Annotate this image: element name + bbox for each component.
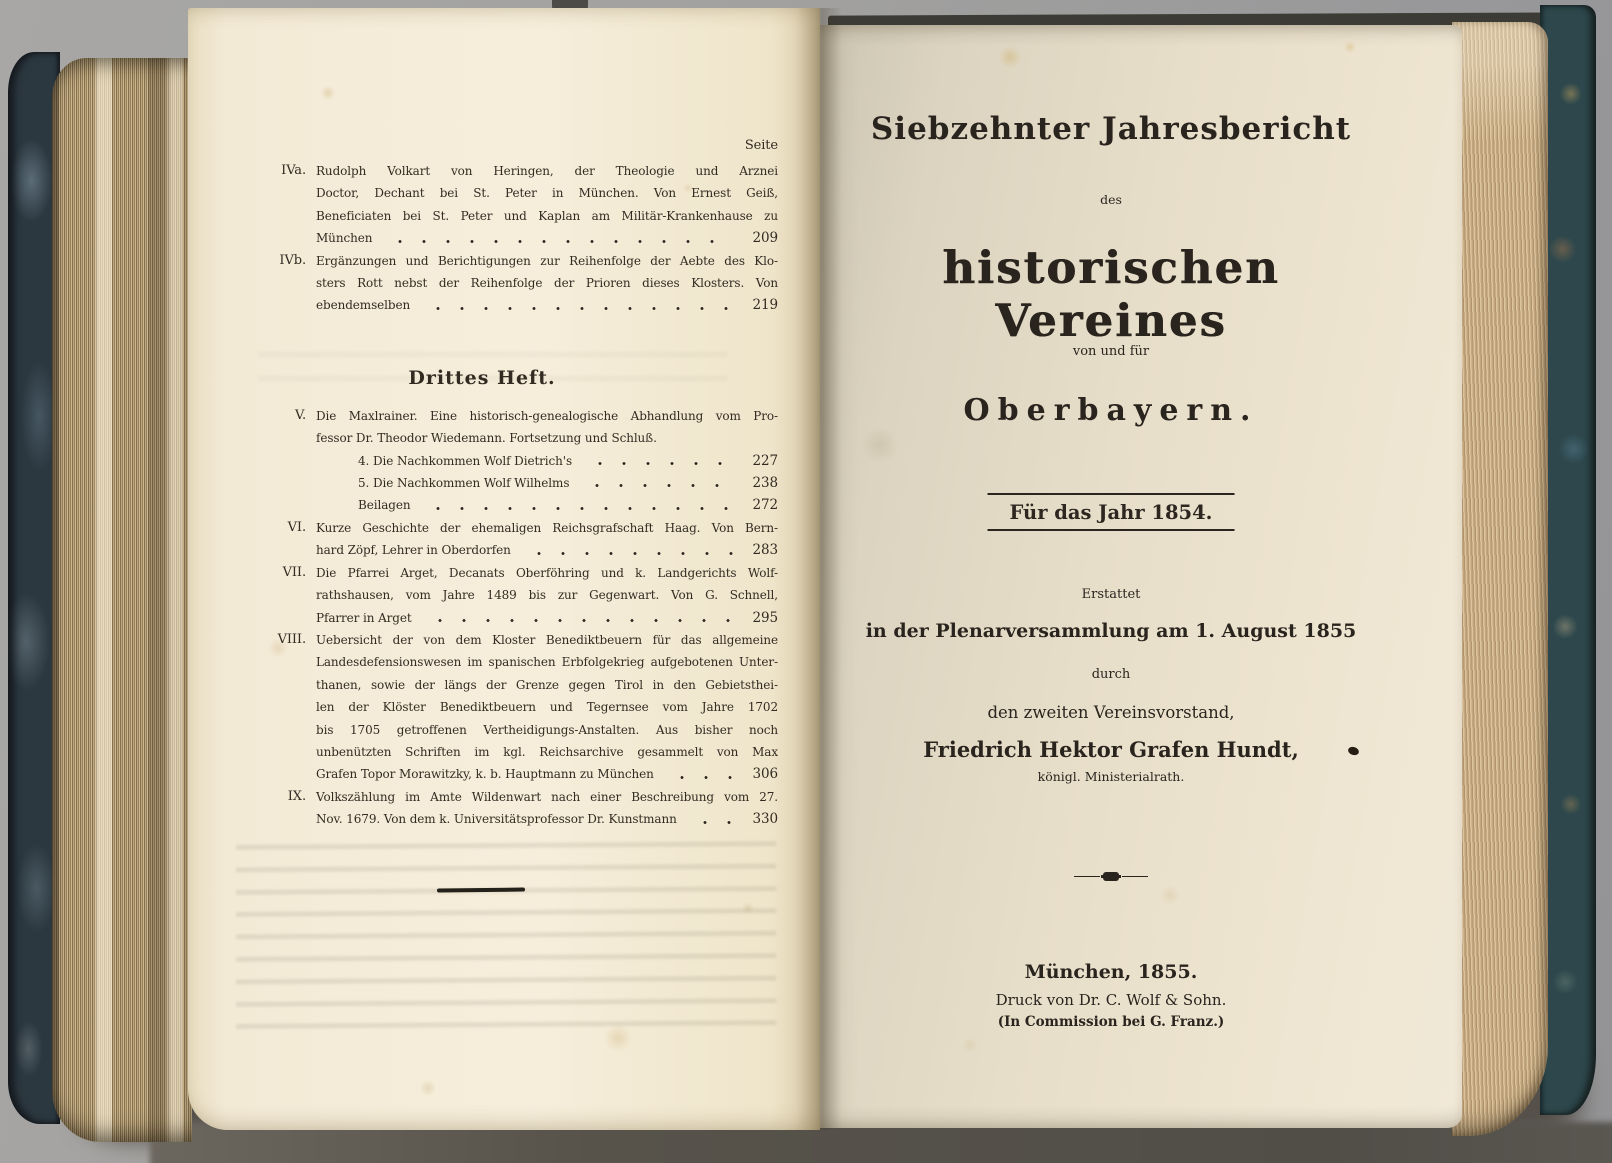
toc-subitem (316, 494, 778, 516)
toc-page-number: 330 (752, 811, 778, 828)
toc-entry-line: sters Rott nebst der Reihenfolge der Prioren dieses Klosters. Von (316, 276, 778, 291)
author-title: königl. Ministerialrath. (1037, 769, 1185, 784)
toc-page-number: 283 (752, 542, 778, 559)
erstattet-line: Erstattet (1081, 587, 1141, 602)
toc-entry (250, 562, 778, 629)
table-of-contents (250, 136, 778, 831)
dot-leader (586, 450, 734, 472)
toc-entry-number: VII. (282, 564, 306, 580)
toc-leader-row (316, 607, 778, 629)
toc-entry-line: München (316, 231, 373, 246)
toc-entry-line: Nov. 1679. Von dem k. Universitätsprofessor Dr. Kunstmann (316, 812, 677, 827)
durch-line: durch (1091, 667, 1131, 682)
toc-entry-body (316, 250, 778, 317)
title-page-content (820, 25, 1402, 1128)
ornament-line-right (1122, 876, 1148, 878)
toc-entry-line: len der Klöster Benediktbeuern und Tegernsee vom Jahre 1702 (316, 700, 778, 715)
dot-leader (426, 607, 734, 629)
ornament-knot (1103, 872, 1119, 881)
ornament-line-left (1074, 876, 1100, 878)
toc-subitem (316, 450, 778, 472)
toc-page-number: 238 (752, 475, 778, 492)
author-name: Friedrich Hektor Grafen Hundt, (923, 737, 1299, 762)
dot-leader (424, 494, 734, 516)
ornament-divider (820, 872, 1402, 881)
toc-leader-row (316, 227, 778, 249)
toc-entry-line: Ergänzungen und Berichtigungen zur Reihenfolge der Aebte des Klo- (316, 253, 778, 268)
toc-entry-line: Landesdefensionswesen im spanischen Erbfolgekrieg aufgebotenen Unter- (316, 655, 778, 670)
toc-entry-number: VIII. (277, 631, 306, 647)
toc-entry-line: Uebersicht der von dem Kloster Benediktbeuern für das allgemeine (316, 632, 778, 647)
toc-entry-line: Rudolph Volkart von Heringen, der Theologie und Arznei (316, 164, 778, 178)
right-page-edges (1452, 22, 1548, 1136)
toc-entry-line: unbenützten Schriften im kgl. Reichsarchive gesammelt von Max (316, 744, 778, 759)
toc-entry-body (316, 517, 778, 562)
toc-entry-line: Pfarrer in Arget (316, 610, 412, 625)
toc-page-number: 227 (752, 452, 778, 469)
toc-entry-body (316, 160, 778, 250)
imprint-printer: Druck von Dr. C. Wolf & Sohn. (995, 991, 1227, 1009)
right-page (820, 25, 1462, 1128)
toc-leader-row (316, 539, 778, 561)
year-box: Für das Jahr 1854. (988, 493, 1235, 531)
toc-entries-main (250, 405, 778, 831)
dot-leader (691, 808, 734, 830)
toc-entry-line: Beneficiaten bei St. Peter und Kaplan am Militär-Krankenhause zu (316, 208, 778, 223)
toc-entry-line: Volkszählung im Amte Wildenwart nach einer Beschreibung vom 27. (316, 789, 778, 804)
imprint-commission: (In Commission bei G. Franz.) (997, 1014, 1225, 1030)
toc-page-number: 306 (752, 766, 778, 783)
toc-entry-body (316, 562, 778, 629)
dot-leader (583, 472, 734, 494)
toc-entry (250, 517, 778, 562)
toc-entry (250, 250, 778, 317)
toc-entry-line: Kurze Geschichte der ehemaligen Reichsgrafschaft Haag. Von Bern- (316, 520, 778, 535)
toc-page-number: 272 (752, 497, 778, 514)
toc-leader-row (316, 808, 778, 830)
dot-leader (668, 763, 734, 785)
toc-page-number: 295 (752, 609, 778, 626)
dot-leader (525, 539, 734, 561)
toc-entry-number: IX. (287, 788, 306, 804)
toc-page-number: 219 (752, 297, 778, 314)
toc-entries-top (250, 160, 778, 317)
toc-entry (250, 786, 778, 831)
toc-entry (250, 629, 778, 786)
toc-entry-body (316, 629, 778, 786)
toc-entry (250, 405, 778, 517)
toc-entry-line: Doctor, Dechant bei St. Peter in München. Von Ernest Geiß, (316, 186, 778, 201)
connector-des: des (1100, 192, 1122, 207)
left-page-edges (52, 58, 192, 1142)
dot-leader (424, 294, 734, 316)
region-name: Oberbayern. (963, 393, 1259, 428)
toc-entry-line: Grafen Topor Morawitzky, k. b. Hauptmann zu München (316, 767, 654, 782)
toc-entry-line: bis 1705 getroffenen Vertheidigungs-Anstalten. Aus bisher noch (316, 722, 778, 737)
toc-entry-line: hard Zöpf, Lehrer in Oberdorfen (316, 543, 511, 558)
toc-entry (250, 160, 778, 250)
toc-entry-body (316, 786, 778, 831)
section-heading: Drittes Heft. (408, 366, 556, 389)
toc-entry-body (316, 405, 778, 517)
toc-entry-number: V. (294, 407, 306, 423)
bleed-through-text (236, 828, 776, 1042)
toc-subitem-label: 5. Die Nachkommen Wolf Wilhelms (358, 476, 570, 491)
toc-entry-line: Die Maxlrainer. Eine historisch-genealogische Abhandlung vom Pro- (316, 408, 778, 423)
imprint-city-year: München, 1855. (1024, 961, 1198, 983)
toc-entry-number: VI. (287, 519, 306, 535)
toc-entry-line: ebendemselben (316, 298, 411, 313)
page-column-label: Seite (744, 138, 778, 153)
toc-entry-line: Die Pfarrei Arget, Decanats Oberföhring und k. Landgerichts Wolf- (316, 565, 778, 580)
toc-subitem (316, 472, 778, 494)
toc-entry-line: fessor Dr. Theodor Wiedemann. Fortsetzung und Schluß. (316, 431, 657, 446)
book-gutter-shadow (796, 8, 844, 1130)
toc-page-number: 209 (752, 230, 778, 247)
toc-entry-line: rathshausen, vom Jahre 1489 bis zur Gegenwart. Von G. Schnell, (316, 588, 778, 603)
left-page (188, 8, 820, 1130)
toc-leader-row (316, 294, 778, 316)
toc-entry-number: IVb. (279, 252, 306, 268)
assembly-line: in der Plenarversammlung am 1. August 1855 (865, 620, 1357, 642)
report-title-line2: historischen Vereines (942, 241, 1280, 347)
toc-leader-row (316, 763, 778, 785)
toc-entry-line: thanen, sowie der längs der Grenze gegen Tirol in den Gebietsthei- (316, 677, 778, 692)
vorstand-line: den zweiten Vereinsvorstand, (987, 703, 1235, 722)
report-title-line1: Siebzehnter Jahresbericht (870, 111, 1352, 147)
toc-subitem-label: 4. Die Nachkommen Wolf Dietrich's (358, 453, 573, 468)
connector-von-und-fur: von und für (1072, 344, 1150, 359)
toc-entry-number: IVa. (281, 163, 306, 178)
toc-subitem-label: Beilagen (358, 498, 411, 513)
dot-leader (386, 227, 734, 249)
right-marbled-cover (1540, 5, 1596, 1115)
